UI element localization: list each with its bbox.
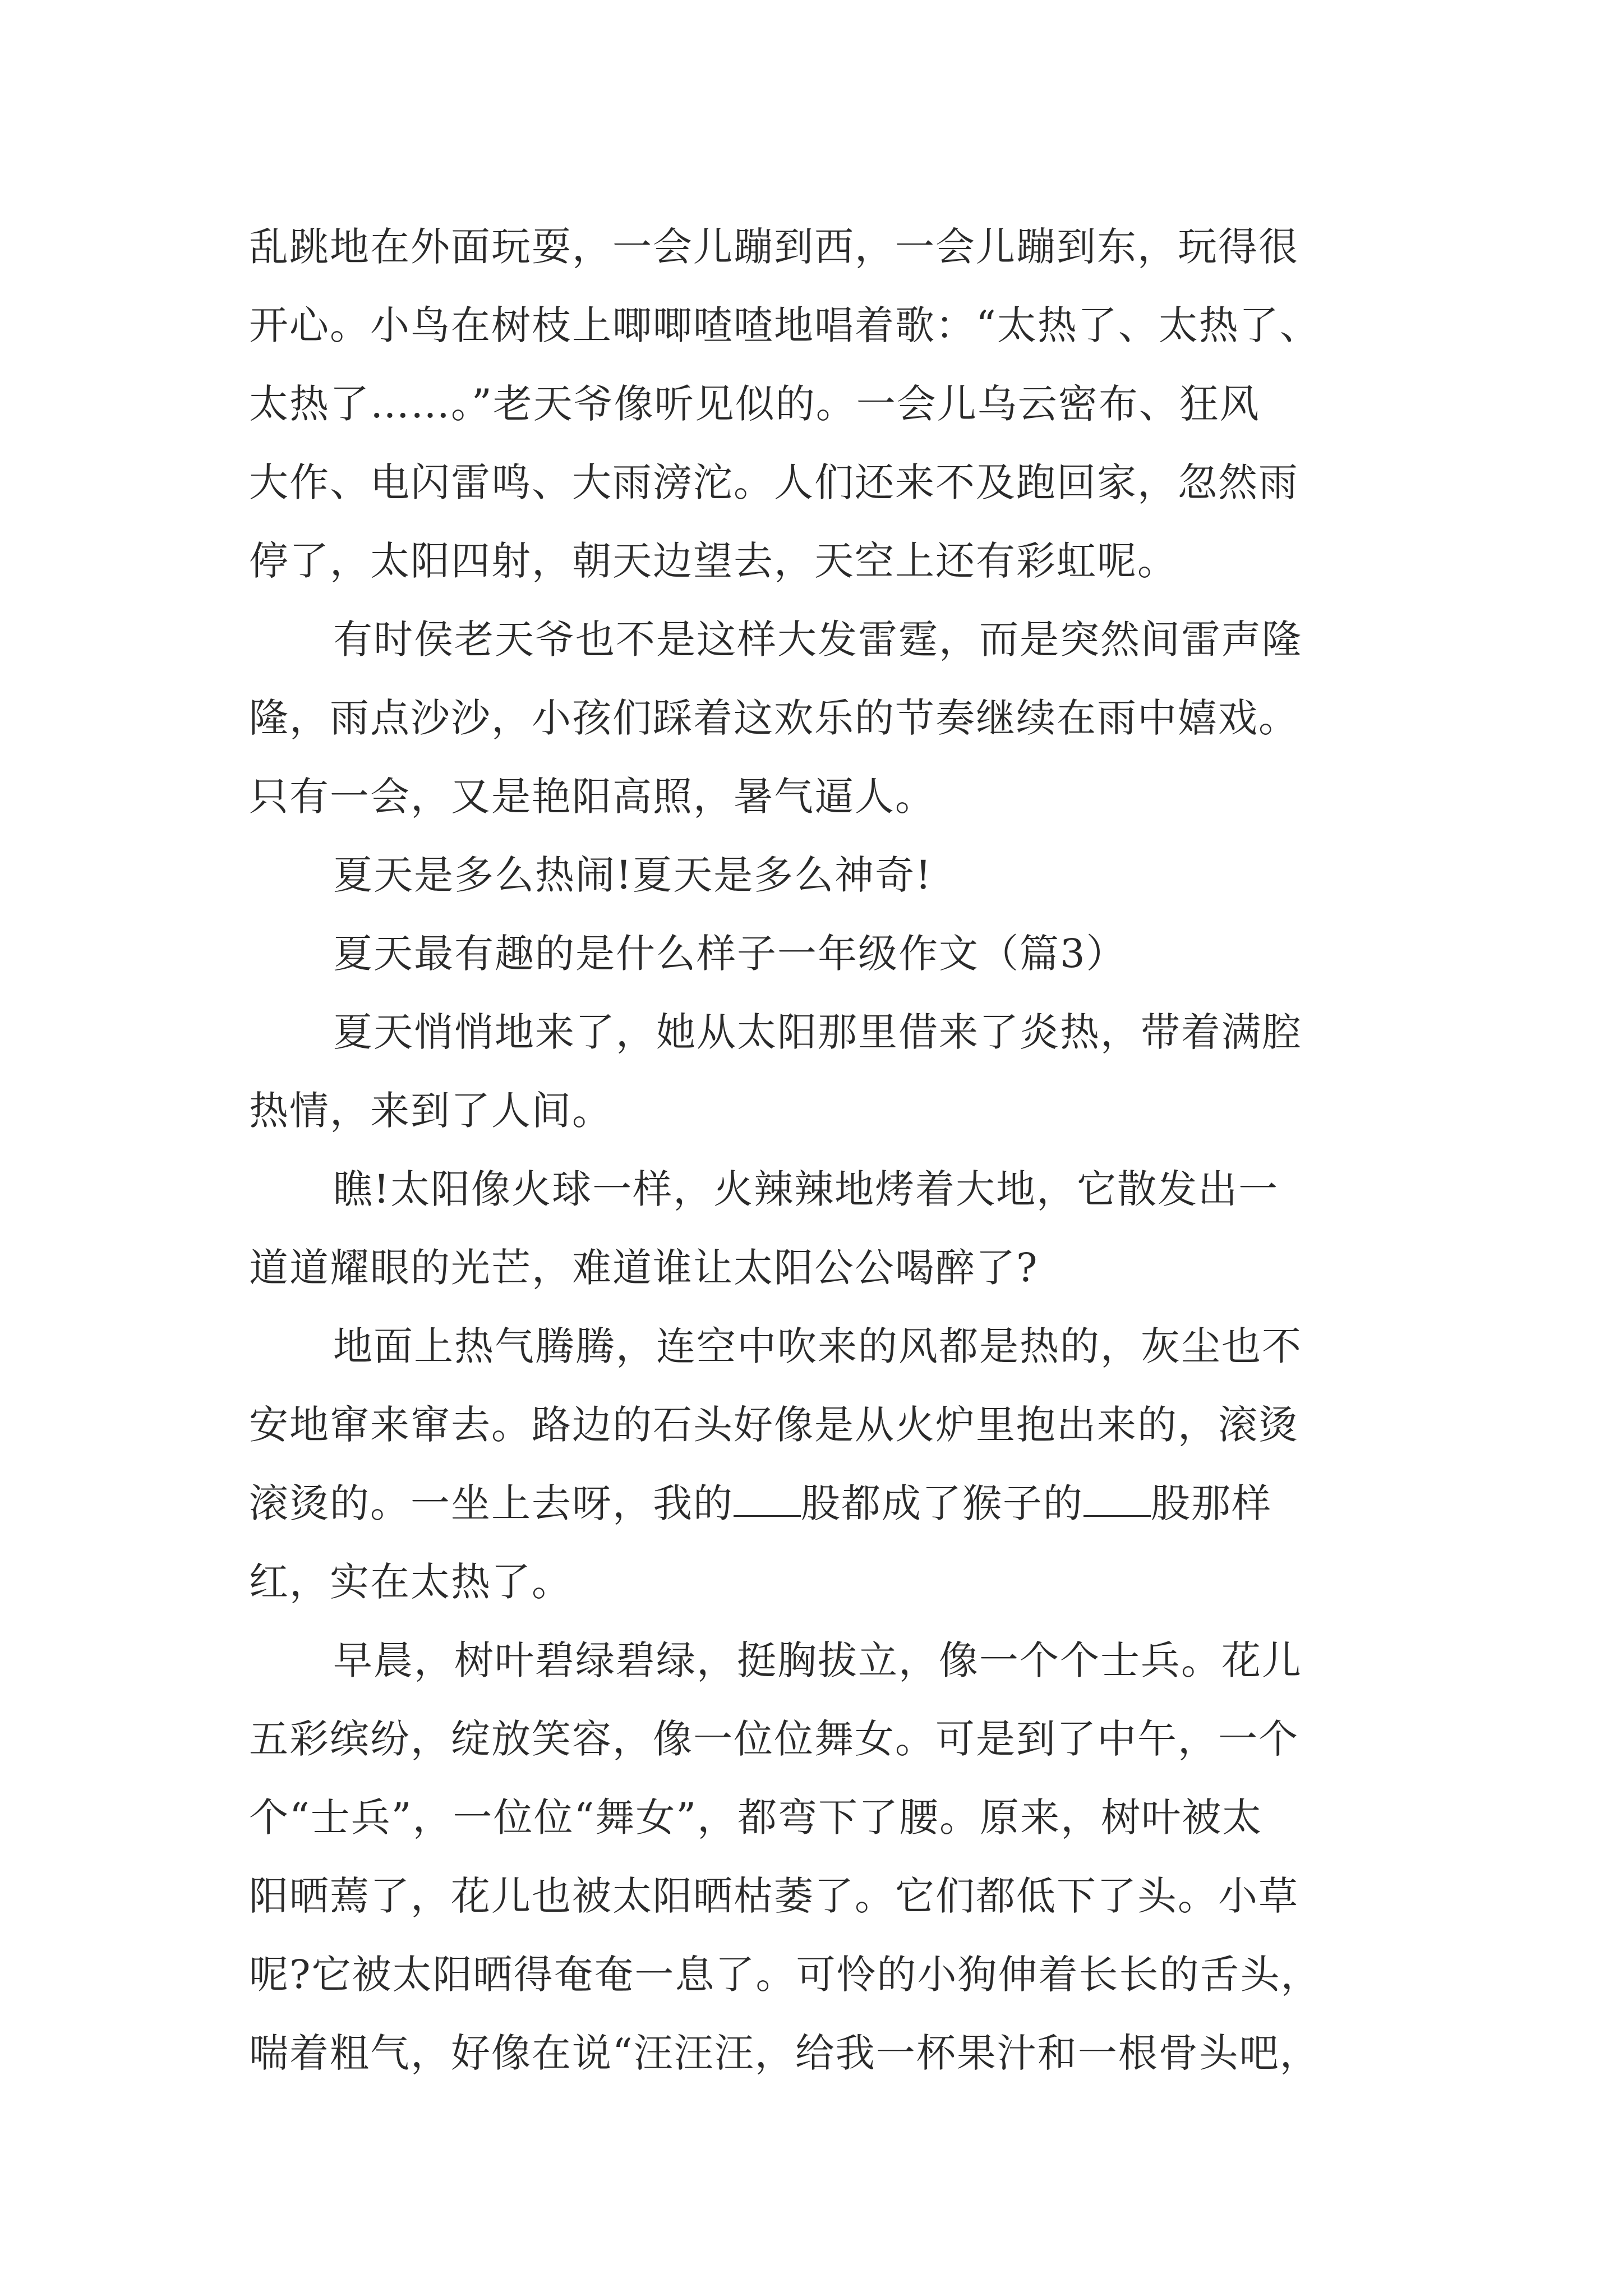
text-segment: 滚烫的。一坐上去呀，我的 [249, 1480, 734, 1526]
text-line: 太热了……。”老天爷像听见似的。一会儿乌云密布、狂风 [249, 381, 1260, 427]
text-segment: 股那样 [1151, 1480, 1272, 1526]
text-line: 地面上热气腾腾，连空中吹来的风都是热的，灰尘也不 [333, 1323, 1302, 1369]
text-line: 大作、电闪雷鸣、大雨滂沱。人们还来不及跑回家，忽然雨 [249, 459, 1299, 505]
text-line: 有时侯老天爷也不是这样大发雷霆，而是突然间雷声隆 [333, 616, 1302, 662]
text-line: 个“士兵”，一位位“舞女”，都弯下了腰。原来，树叶被太 [249, 1795, 1263, 1841]
text-line: 停了，太阳四射，朝天边望去，天空上还有彩虹呢。 [249, 538, 1178, 584]
text-line: 阳晒蔫了，花儿也被太阳晒枯萎了。它们都低下了头。小草 [249, 1873, 1299, 1919]
text-line: 呢?它被太阳晒得奄奄一息了。可怜的小狗伸着长长的舌头， [249, 1952, 1321, 1998]
text-line: 隆，雨点沙沙，小孩们踩着这欢乐的节奏继续在雨中嬉戏。 [249, 695, 1299, 741]
text-line: 红，实在太热了。 [249, 1559, 572, 1605]
text-line: 喘着粗气，好像在说“汪汪汪，给我一杯果汁和一根骨头吧， [249, 2030, 1320, 2076]
blank-underline [734, 1470, 801, 1517]
text-line: 五彩缤纷，绽放笑容，像一位位舞女。可是到了中午，一个 [249, 1716, 1299, 1762]
text-line: 夏天是多么热闹!夏天是多么神奇! [333, 852, 933, 898]
text-line-with-blanks [249, 1464, 1404, 1543]
text-line: 夏天悄悄地来了，她从太阳那里借来了炎热，带着满腔 [333, 1009, 1302, 1055]
text-line: 开心。小鸟在树枝上唧唧喳喳地唱着歌：“太热了、太热了、 [249, 302, 1320, 348]
text-segment: 股都成了猴子的 [801, 1480, 1083, 1526]
blank-underline [1083, 1470, 1151, 1517]
text-line: 道道耀眼的光芒，难道谁让太阳公公喝醉了? [249, 1245, 1039, 1291]
text-line: 热情，来到了人间。 [249, 1088, 612, 1134]
text-line: 只有一会，又是艳阳高照，暑气逼人。 [249, 774, 935, 820]
text-line: 乱跳地在外面玩耍，一会儿蹦到西，一会儿蹦到东，玩得很 [249, 224, 1299, 270]
document-body [249, 208, 1404, 2092]
text-line: 早晨，树叶碧绿碧绿，挺胸拔立，像一个个士兵。花儿 [333, 1637, 1302, 1683]
text-line: 瞧!太阳像火球一样，火辣辣地烤着大地，它散发出一 [333, 1166, 1279, 1212]
section-heading: 夏天最有趣的是什么样子一年级作文（篇3） [333, 931, 1127, 977]
text-line: 安地窜来窜去。路边的石头好像是从火炉里抱出来的，滚烫 [249, 1402, 1299, 1448]
